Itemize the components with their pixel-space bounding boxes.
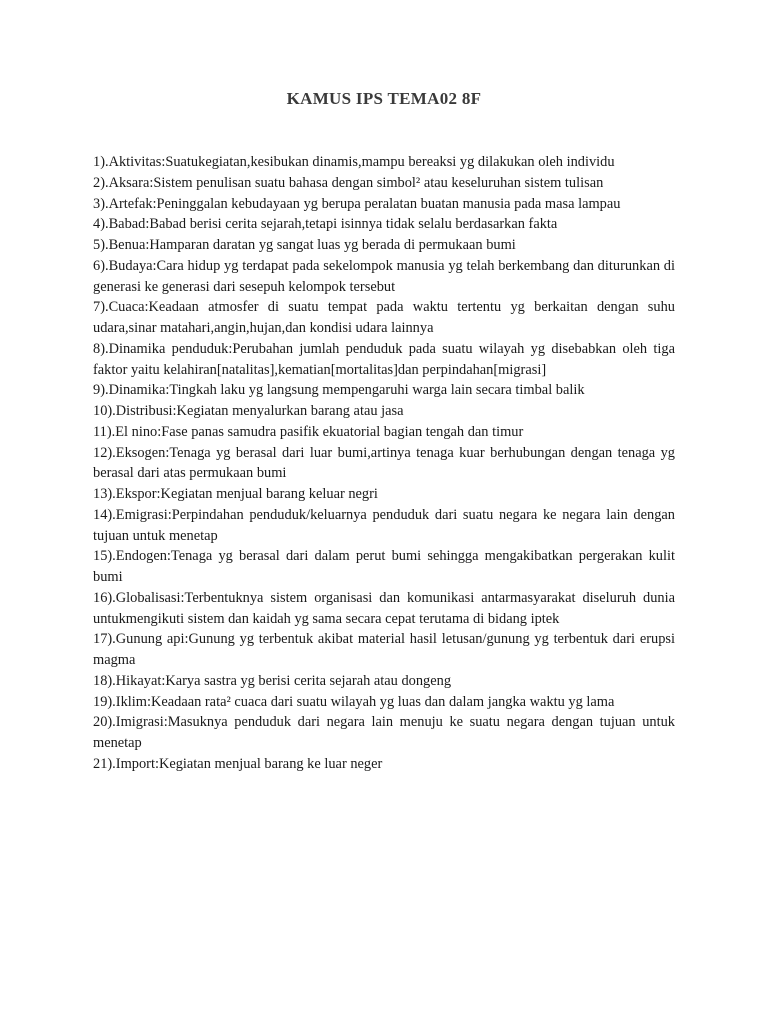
glossary-entry: 21).Import:Kegiatan menjual barang ke luar neger bbox=[93, 755, 383, 772]
glossary-entry: 15).Endogen:Tenaga yg berasal dari dalam perut bumi sehingga mengakibatkan pergerakan kulit bumi bbox=[93, 548, 675, 585]
glossary-entry: 11).El nino:Fase panas samudra pasifik ekuatorial bagian tengah dan timur bbox=[93, 423, 524, 440]
glossary-entry: 9).Dinamika:Tingkah laku yg langsung mempengaruhi warga lain secara timbal balik bbox=[93, 382, 585, 399]
glossary-entry: 8).Dinamika penduduk:Perubahan jumlah penduduk pada suatu wilayah yg disebabkan oleh tiga faktor yaitu kelahiran[natalitas],kematian[mortalitas]dan perpindahan[migrasi] bbox=[93, 340, 675, 378]
glossary-entry: 18).Hikayat:Karya sastra yg berisi cerita sejarah atau dongeng bbox=[93, 672, 452, 689]
glossary-entry: 12).Eksogen:Tenaga yg berasal dari luar bumi,artinya tenaga kuar berhubungan dengan tenaga yg berasal dari atas permukaan bumi bbox=[93, 444, 675, 482]
glossary-list bbox=[93, 152, 675, 775]
glossary-entry: 17).Gunung api:Gunung yg terbentuk akibat material hasil letusan/gunung yg terbentuk dari erupsi magma bbox=[93, 631, 675, 668]
glossary-entry: 5).Benua:Hamparan daratan yg sangat luas yg berada di permukaan bumi bbox=[93, 237, 516, 253]
glossary-entry: 1).Aktivitas:Suatukegiatan,kesibukan dinamis,mampu bereaksi yg dilakukan oleh individu bbox=[93, 154, 615, 170]
glossary-entry: 16).Globalisasi:Terbentuknya sistem organisasi dan komunikasi antarmasyarakat diseluruh dunia untukmengikuti sistem dan kaidah yg sama secara cepat terutama di bidang iptek bbox=[93, 589, 675, 627]
document-title: KAMUS IPS TEMA02 8F bbox=[286, 89, 482, 108]
glossary-entry: 6).Budaya:Cara hidup yg terdapat pada sekelompok manusia yg telah berkembang dan diturunkan di generasi ke generasi dari sesepuh kelompok tersebut bbox=[93, 257, 675, 295]
glossary-entry: 14).Emigrasi:Perpindahan penduduk/keluarnya penduduk dari suatu negara ke negara lain dengan tujuan untuk menetap bbox=[93, 506, 675, 544]
glossary-entry: 3).Artefak:Peninggalan kebudayaan yg berupa peralatan buatan manusia pada masa lampau bbox=[93, 195, 621, 212]
glossary-entry: 13).Ekspor:Kegiatan menjual barang keluar negri bbox=[93, 486, 378, 502]
glossary-entry: 20).Imigrasi:Masuknya penduduk dari negara lain menuju ke suatu negara dengan tujuan untuk menetap bbox=[93, 714, 675, 751]
glossary-entry: 2).Aksara:Sistem penulisan suatu bahasa dengan simbol² atau keseluruhan sistem tulisan bbox=[93, 174, 604, 191]
glossary-entry: 10).Distribusi:Kegiatan menyalurkan barang atau jasa bbox=[93, 403, 404, 419]
glossary-entry: 4).Babad:Babad berisi cerita sejarah,tetapi isinnya tidak selalu berdasarkan fakta bbox=[93, 216, 558, 233]
glossary-entry: 19).Iklim:Keadaan rata² cuaca dari suatu wilayah yg luas dan dalam jangka waktu yg lama bbox=[93, 693, 615, 710]
glossary-entry: 7).Cuaca:Keadaan atmosfer di suatu tempat pada waktu tertentu yg berkaitan dengan suhu udara,sinar matahari,angin,hujan,dan kondisi udara lainnya bbox=[93, 299, 675, 336]
